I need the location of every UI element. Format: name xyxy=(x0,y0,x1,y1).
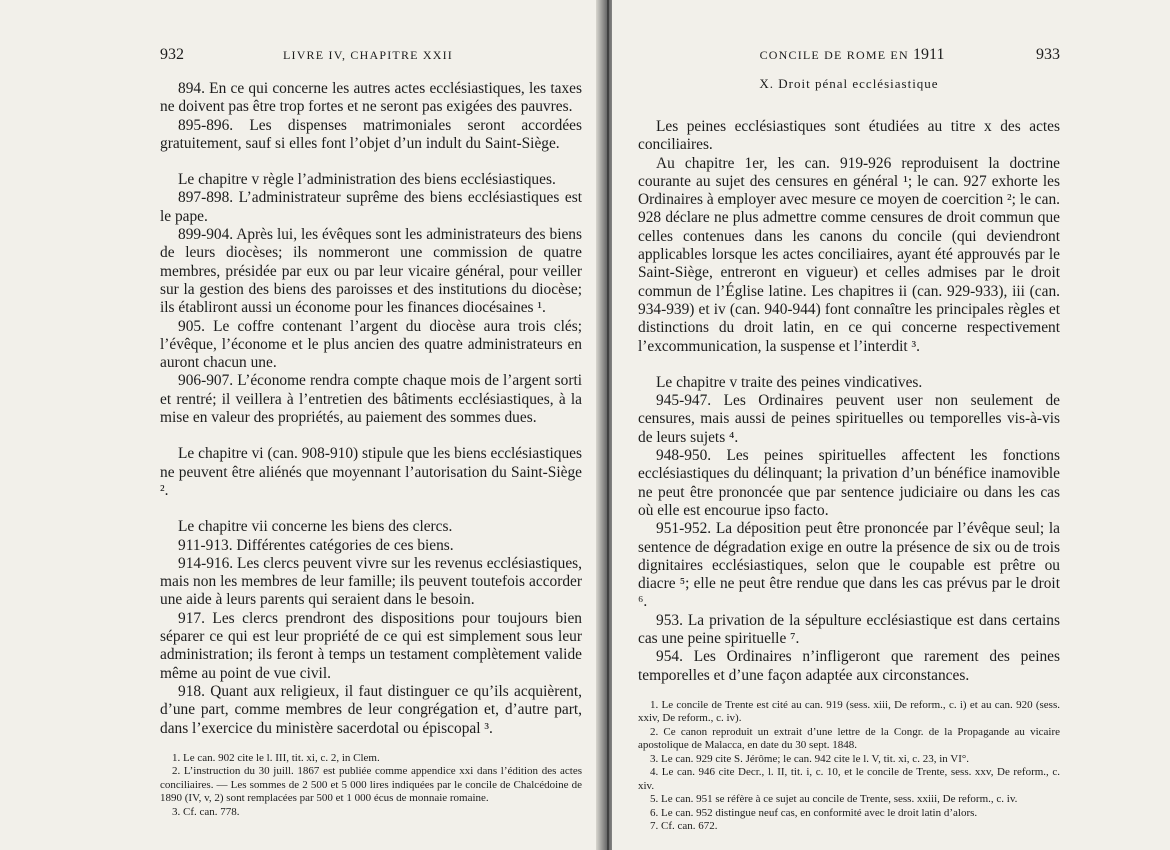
paragraph: 894. En ce qui concerne les autres actes ecclésiastiques, les taxes ne doivent pas être trop fortes et ne seront pas exigées des pauvres. xyxy=(160,80,582,116)
right-page-header xyxy=(638,46,1060,64)
footnote: 6. Le can. 952 distingue neuf cas, en conformité avec le droit latin d’alors. xyxy=(650,806,978,819)
right-footnotes xyxy=(638,699,1060,834)
left-running-title: LIVRE IV, CHAPITRE XXII xyxy=(282,48,454,62)
paragraph: 917. Les clercs prendront des dispositions pour toujours bien séparer ce qui est leur propriété de ce qui est simplement sous leur administration; ils feront à temps un testament complètement valide même au point de vue civil. xyxy=(160,609,582,682)
paragraph: 951-952. La déposition peut être prononcée par l’évêque seul; la sentence de dégradation exige en outre la présence de six ou de trois dignitaires ecclésiastiques, selon que le coupable est prêtre ou diacre ⁵; elle ne peut être rendue que dans les cas prévus par le droit ⁶. xyxy=(638,520,1060,611)
paragraph: Le chapitre vii concerne les biens des clercs. xyxy=(178,518,453,536)
right-running-title xyxy=(760,46,945,64)
left-footnotes xyxy=(160,752,582,820)
paragraph: 906-907. L’économe rendra compte chaque mois de l’argent sorti et rentré; il veillera à l’entretien des bâtiments ecclésiastiques, à la mise en valeur des propriétés, au paiement des sommes dues. xyxy=(160,372,582,427)
right-body-text xyxy=(638,118,1060,685)
left-body-text xyxy=(160,80,582,738)
right-running-title-text: CONCILE DE ROME EN xyxy=(759,48,909,62)
paragraph: Le chapitre v règle l’administration des biens ecclésiastiques. xyxy=(178,171,556,189)
section-heading: X. Droit pénal ecclésiastique xyxy=(759,76,939,91)
left-page-number: 932 xyxy=(160,46,184,63)
left-page-header xyxy=(160,46,582,64)
paragraph: Le chapitre v traite des peines vindicatives. xyxy=(656,373,923,391)
footnote: 3. Cf. can. 778. xyxy=(172,805,240,818)
paragraph: 905. Le coffre contenant l’argent du diocèse aura trois clés; l’évêque, l’économe et le plus ancien des quatre administrateurs en auront chacun une. xyxy=(160,317,582,372)
paragraph: 911-913. Différentes catégories de ces biens. xyxy=(178,536,454,554)
paragraph: Le chapitre vi (can. 908-910) stipule que les biens ecclésiastiques ne peuvent être aliénés que moyennant l’autorisation du Saint-Siège ². xyxy=(160,445,582,499)
paragraph: 954. Les Ordinaires n’infligeront que rarement des peines temporelles et d’une façon adaptée aux circonstances. xyxy=(638,648,1060,684)
footnote: 2. L’instruction du 30 juill. 1867 est publiée comme appendice xxi dans l’édition des actes conciliaires. — Les sommes de 2 500 et 5 000 lires indiquées par le concile de Chalcédoine de 1890 (IV, v, 2) sont remplacées par 500 et 1 000 écus de monnaie romaine. xyxy=(160,765,582,805)
paragraph: 897-898. L’administrateur suprême des biens ecclésiastiques est le pape. xyxy=(160,189,582,225)
footnote: 7. Cf. can. 672. xyxy=(650,820,718,833)
footnote: 1. Le concile de Trente est cité au can. 919 (sess. xiii, De reform., c. i) et au can. 920 (sess. xxiv, De reform., c. iv). xyxy=(638,698,1060,725)
right-page xyxy=(612,0,1170,850)
footnote: 5. Le can. 951 se réfère à ce sujet au concile de Trente, sess. xxiii, De reform., c. iv. xyxy=(650,793,1018,806)
footnote: 4. Le can. 946 cite Decr., l. II, tit. i, c. 10, et le concile de Trente, sess. xxv, De reform., c. xiv. xyxy=(638,766,1060,792)
paragraph: 914-916. Les clercs peuvent vivre sur les revenus ecclésiastiques, mais non les membres de leur famille; ils peuvent toutefois accorder une aide à leurs parents qui seraient dans le besoin. xyxy=(160,554,582,609)
paragraph: 953. La privation de la sépulture ecclésiastique est dans certains cas une peine spirituelle ⁷. xyxy=(638,611,1060,648)
right-running-title-year: 1911 xyxy=(913,46,945,63)
paragraph: 948-950. Les peines spirituelles affectent les fonctions ecclésiastiques du délinquant; la privation d’un bénéfice inamovible ne peut être prononcée que par sentence judiciaire ou dans les cas où elle est encourue ipso facto. xyxy=(638,447,1060,519)
paragraph: 945-947. Les Ordinaires peuvent user non seulement de censures, mais aussi de peines spirituelles ou temporelles vis-à-vis de leurs sujets ⁴. xyxy=(638,392,1060,446)
paragraph: 918. Quant aux religieux, il faut distinguer ce qu’ils acquièrent, d’une part, comme membres de leur congrégation et, d’autre part, dans l’exercice du ministère sacerdotal ou épiscopal ³. xyxy=(160,682,582,737)
paragraph: Au chapitre 1er, les can. 919-926 reproduisent la doctrine courante au sujet des censures en général ¹; le can. 927 exhorte les Ordinaires à employer avec mesure ce moyen de coercition ²; le can. 928 déclare ne plus admettre comme censures de droit commun que celles contenues dans les canons du concile (qui deviendront applicables lorsque les actes conciliaires, ayant été approuvés par le Saint-Siège, entreront en vigueur) et celles admises par le droit commun de l’Église latine. Les chapitres ii (can. 929-933), iii (can. 934-939) et iv (can. 940-944) font connaître les principales règles et distinctions du droit latin, en ce qui concerne respectivement l’excommunication, la suspense et l’interdit ³. xyxy=(638,154,1060,355)
paragraph: 895-896. Les dispenses matrimoniales seront accordées gratuitement, sauf si elles font l’objet d’un indult du Saint-Siège. xyxy=(160,116,582,152)
paragraph: Les peines ecclésiastiques sont étudiées au titre x des actes conciliaires. xyxy=(638,118,1060,154)
paragraph: 899-904. Après lui, les évêques sont les administrateurs des biens de leurs diocèses; ils nommeront une commission de quatre membres, présidée par eux ou par leur vicaire général, pour veiller sur la gestion des biens des paroisses et des institutions du diocèse; ils établiront aussi un économe pour les finances diocésaines ¹. xyxy=(160,226,582,317)
footnote: 1. Le can. 902 cite le l. III, tit. xi, c. 2, in Clem. xyxy=(172,751,380,764)
footnote: 3. Le can. 929 cite S. Jérôme; le can. 942 cite le l. V, tit. xi, c. 23, in VI°. xyxy=(650,752,970,765)
right-page-number: 933 xyxy=(1036,46,1060,63)
footnote: 2. Ce canon reproduit un extrait d’une lettre de la Congr. de la Propagande au vicaire apostolique de Malacca, en date du 30 sept. 1848. xyxy=(638,725,1060,752)
